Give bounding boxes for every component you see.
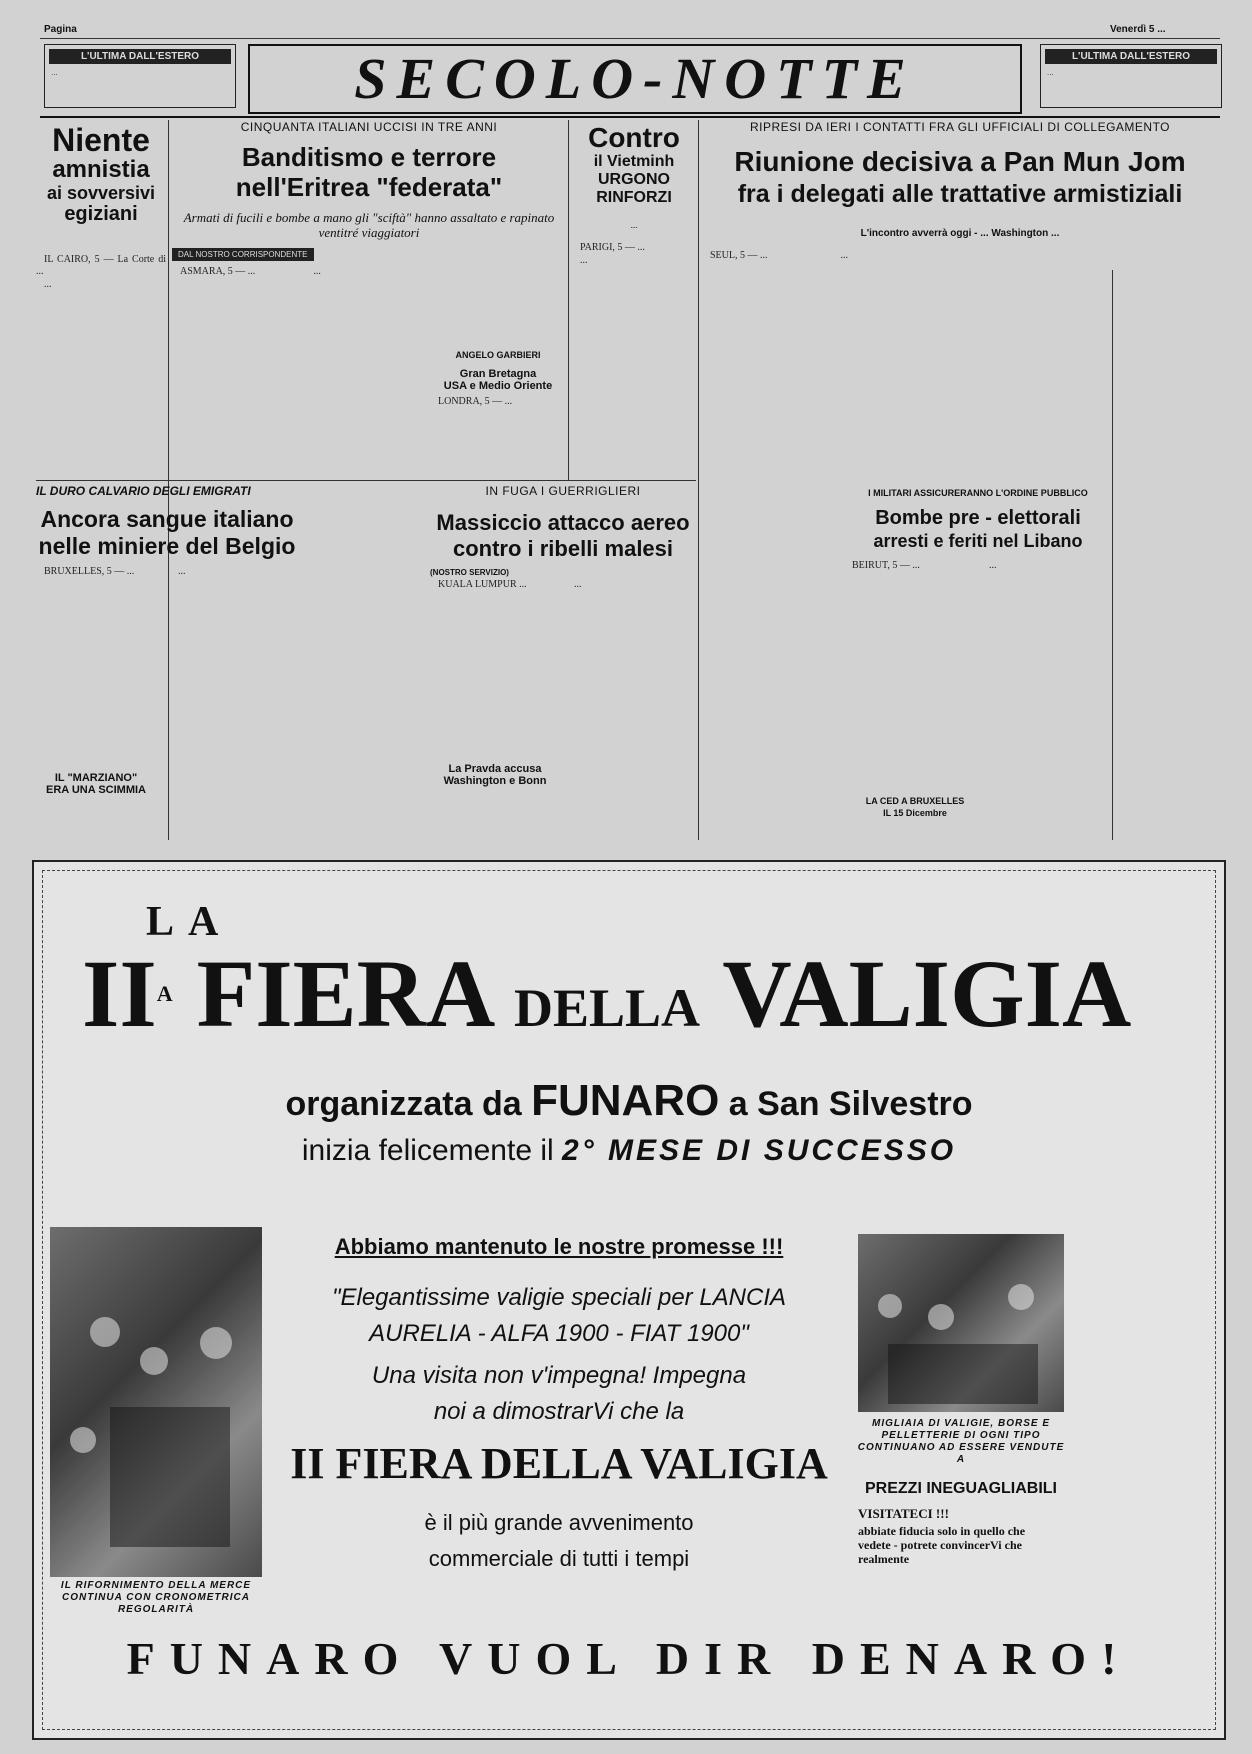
- panmunjom-body-p2: ...: [840, 250, 848, 261]
- ad-title: [82, 940, 1132, 1058]
- uk-usa-body: [430, 396, 566, 456]
- emigrati-body-p2: ...: [178, 566, 186, 577]
- column-rule: [568, 120, 569, 480]
- ad-right-photo: [858, 1234, 1064, 1412]
- martian-head-2: ERA UNA SCIMMIA: [45, 784, 146, 796]
- ad-line3-b: 2° MESE DI SUCCESSO: [562, 1134, 957, 1167]
- eritrea-body-p1: ASMARA, 5 — ...: [180, 266, 256, 277]
- egypt-headline-2: amnistia: [52, 156, 150, 183]
- uk-usa-article: [430, 350, 566, 456]
- eritrea-headline-2: nell'Eritrea "federata": [235, 172, 503, 202]
- emigrati-kicker: IL DURO CALVARIO DEGLI EMIGRATI: [36, 484, 251, 498]
- photo-detail: [1008, 1284, 1034, 1310]
- ad-big-title: II FIERA DELLA VALIGIA: [290, 1439, 828, 1488]
- malesi-body-p1: KUALA LUMPUR ...: [438, 579, 527, 590]
- vietminh-headline-1: Contro: [588, 122, 680, 153]
- libano-body: [844, 560, 1112, 760]
- malesi-headline-2: contro i ribelli malesi: [452, 536, 674, 561]
- emigrati-body-p1: BRUXELLES, 5 — ...: [44, 566, 135, 577]
- vietminh-body: [572, 242, 696, 432]
- panmunjom-kicker: RIPRESI DA IERI I CONTATTI FRA GLI UFFICIALI DI COLLEGAMENTO: [749, 120, 1171, 134]
- ad-line-2: [74, 1076, 1184, 1126]
- malesi-headline-1: Massiccio attacco aereo: [436, 510, 690, 535]
- ad-right-caption-1: MIGLIAIA DI VALIGIE, BORSE E PELLETTERIE DI OGNI TIPO CONTINUANO AD ESSERE VENDUTE A: [857, 1418, 1065, 1465]
- emigrati-body: [36, 566, 298, 766]
- malesi-kicker: IN FUGA I GUERRIGLIERI: [485, 484, 641, 498]
- malesi-dateline: (NOSTRO SERVIZIO): [430, 568, 509, 577]
- uk-usa-head-1: Gran Bretagna: [459, 368, 537, 380]
- vietminh-headline-4: RINFORZI: [596, 189, 672, 206]
- ced-head-1: LA CED A BRUXELLES: [865, 796, 965, 806]
- egypt-headline-3: ai sovversivi: [46, 183, 156, 203]
- eritrea-headline-1: Banditismo e terrore: [241, 142, 497, 172]
- ad-promise: Abbiamo mantenuto le nostre promesse !!!: [334, 1234, 784, 1259]
- egypt-article: [36, 124, 166, 474]
- emigrati-article: [36, 484, 298, 796]
- ad-quote-3: Una visita non v'impegna! Impegna: [371, 1362, 747, 1389]
- photo-detail: [140, 1347, 168, 1375]
- panmunjom-headline-1: Riunione decisiva a Pan Mun Jom: [734, 146, 1186, 177]
- egypt-body-p2: ...: [44, 279, 52, 290]
- ad-line2-a: organizzata da: [285, 1085, 522, 1123]
- top-rule: [40, 38, 1220, 39]
- ad-quote-5: è il più grande avvenimento: [424, 1510, 694, 1535]
- vietminh-body-p2: ...: [580, 255, 588, 266]
- eritrea-subhead: Armati di fucili e bombe a mano gli "sciftà" hanno assaltato e rapinato ventitré viaggiatori: [183, 210, 555, 240]
- ad-della: DELLA: [514, 978, 701, 1038]
- right-box-text: ...: [1047, 68, 1054, 77]
- right-box-title: L'ULTIMA DALL'ESTERO: [1045, 49, 1217, 64]
- column-rule: [698, 120, 699, 840]
- ad-la: LA: [146, 899, 233, 945]
- left-box-text: ...: [51, 68, 58, 77]
- eritrea-kicker: CINQUANTA ITALIANI UCCISI IN TRE ANNI: [240, 120, 498, 134]
- ad-left-photo: [50, 1227, 262, 1577]
- photo-detail: [928, 1304, 954, 1330]
- vietminh-subhead: ...: [630, 220, 638, 230]
- left-box-title: L'ULTIMA DALL'ESTERO: [49, 49, 231, 64]
- section-rule: [36, 480, 696, 481]
- page-folio-left: Pagina: [44, 24, 77, 35]
- emigrati-headline-1: Ancora sangue italiano: [40, 506, 294, 532]
- ad-quote-2: AURELIA - ALFA 1900 - FIAT 1900": [369, 1320, 749, 1347]
- malaya-article-content: [430, 484, 696, 787]
- ad-valigia: VALIGIA: [722, 940, 1132, 1047]
- ad-right-caption-2: PREZZI INEGUAGLIABILI: [865, 1480, 1057, 1497]
- photo-detail: [110, 1407, 230, 1547]
- vietminh-body-p1: PARIGI, 5 — ...: [580, 241, 645, 253]
- ad-right-caption-4: abbiate fiducia solo in quello che vedete - potrete convincerVi che realmente: [858, 1524, 1026, 1566]
- ad-quote-4: noi a dimostrarVi che la: [433, 1398, 685, 1425]
- uk-usa-body-p1: LONDRA, 5 — ...: [438, 396, 513, 407]
- photo-detail: [888, 1344, 1038, 1404]
- pravda-head-2: Washington e Bonn: [443, 775, 547, 787]
- masthead-rule: [40, 116, 1220, 118]
- ad-slogan: FUNARO VUOL DIR DENARO!: [126, 1633, 1132, 1684]
- egypt-headline-1: Niente: [52, 122, 150, 158]
- libano-article: [844, 488, 1112, 760]
- martian-head-1: IL "MARZIANO": [54, 772, 138, 784]
- masthead-title: SECOLO-NOTTE: [354, 46, 916, 111]
- eritrea-body-p2: ...: [313, 266, 321, 277]
- ad-quote-1: "Elegantissime valigie speciali per LANCIA: [331, 1284, 787, 1311]
- ad-right-caption-3: VISITATECI !!!: [858, 1506, 949, 1521]
- vietminh-headline-3: URGONO: [598, 171, 670, 188]
- panmunjom-subhead: L'incontro avverrà oggi - ... Washington ...: [860, 228, 1060, 239]
- right-column-text: [1116, 280, 1220, 840]
- eritrea-dateline: DAL NOSTRO CORRISPONDENTE: [172, 248, 314, 261]
- panmunjom-headline-2: fra i delegati alle trattative armistiziali: [737, 180, 1183, 208]
- libano-kicker: I MILITARI ASSICURERANNO L'ORDINE PUBBLICO: [868, 488, 1088, 498]
- ad-roman: II: [82, 940, 157, 1047]
- ad-line-3: [74, 1134, 1184, 1168]
- vietminh-article: [572, 124, 696, 432]
- ad-line3-a: inizia felicemente il: [301, 1134, 554, 1167]
- ad-sup: A: [156, 981, 173, 1006]
- funaro-advertisement: [32, 860, 1226, 1740]
- egypt-body-p1: IL CAIRO, 5 — La Corte di ...: [36, 254, 166, 277]
- pravda-head-1: La Pravda accusa: [448, 763, 542, 775]
- libano-body-p2: ...: [989, 560, 997, 571]
- egypt-headline-4: egiziani: [64, 203, 138, 225]
- masthead-title-box: [248, 44, 1022, 114]
- ad-quote-6: commerciale di tutti i tempi: [428, 1546, 690, 1571]
- ad-fiera: FIERA: [196, 940, 490, 1047]
- photo-detail: [878, 1294, 902, 1318]
- malesi-body-p2: ...: [574, 579, 582, 590]
- masthead-left-box: [44, 44, 236, 108]
- libano-headline-2: arresti e feriti nel Libano: [873, 531, 1083, 551]
- photo-detail: [90, 1317, 120, 1347]
- malesi-body: [430, 579, 696, 759]
- emigrati-headline-2: nelle miniere del Belgio: [38, 533, 296, 559]
- libano-body-p1: BEIRUT, 5 — ...: [852, 560, 920, 571]
- ad-left-caption: IL RIFORNIMENTO DELLA MERCE CONTINUA CON CRONOMETRICA REGOLARITÀ: [60, 1580, 252, 1615]
- ad-line2-c: a San Silvestro: [728, 1085, 973, 1123]
- ad-line2-b: FUNARO: [531, 1076, 720, 1125]
- page-date: Venerdì 5 ...: [1110, 24, 1166, 35]
- masthead-right-box: [1040, 44, 1222, 108]
- libano-headline-1: Bombe pre - elettorali: [875, 507, 1081, 529]
- panmunjom-body-p1: SEUL, 5 — ...: [710, 250, 768, 261]
- photo-detail: [200, 1327, 232, 1359]
- ced-head-2: IL 15 Dicembre: [883, 808, 947, 818]
- vietminh-headline-2: il Vietminh: [593, 153, 675, 170]
- egypt-body: [36, 254, 166, 474]
- uk-usa-author: ANGELO GARBIERI: [455, 350, 541, 360]
- photo-detail: [70, 1427, 96, 1453]
- uk-usa-head-2: USA e Medio Oriente: [443, 380, 553, 392]
